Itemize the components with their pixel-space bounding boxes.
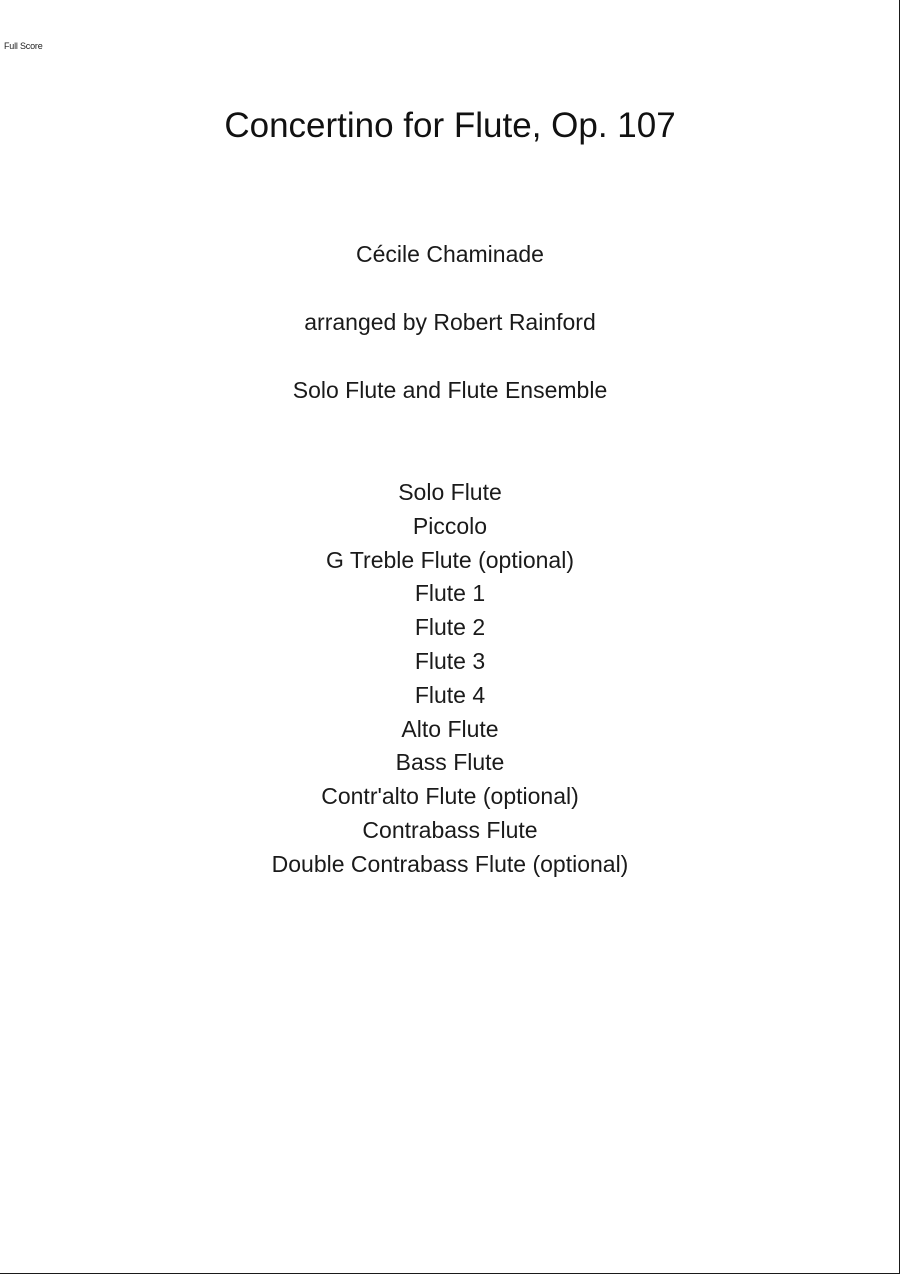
- instrument-item: Flute 3: [414, 647, 486, 674]
- instrument-item: Solo Flute: [398, 479, 502, 505]
- instrument-item: Contr'alto Flute (optional): [321, 783, 579, 810]
- instrument-item: G Treble Flute (optional): [325, 546, 574, 573]
- scoring-description: Solo Flute and Flute Ensemble: [292, 377, 608, 403]
- instrument-item: Double Contrabass Flute (optional): [271, 850, 629, 877]
- arranger-credit: arranged by Robert Rainford: [304, 309, 596, 335]
- instrument-item: Contrabass Flute: [362, 816, 538, 843]
- instrument-item: Alto Flute: [401, 715, 499, 742]
- page-title: Concertino for Flute, Op. 107: [224, 106, 676, 145]
- instrument-list: [0, 476, 900, 882]
- instrument-item: Flute 2: [414, 614, 486, 641]
- instrument-item: Piccolo: [412, 512, 488, 539]
- instrument-item: Flute 4: [414, 681, 486, 708]
- instrument-item: Bass Flute: [395, 749, 505, 776]
- instrument-item: Flute 1: [414, 580, 486, 607]
- full-score-label: Full Score: [4, 41, 43, 51]
- composer-name: Cécile Chaminade: [356, 241, 544, 267]
